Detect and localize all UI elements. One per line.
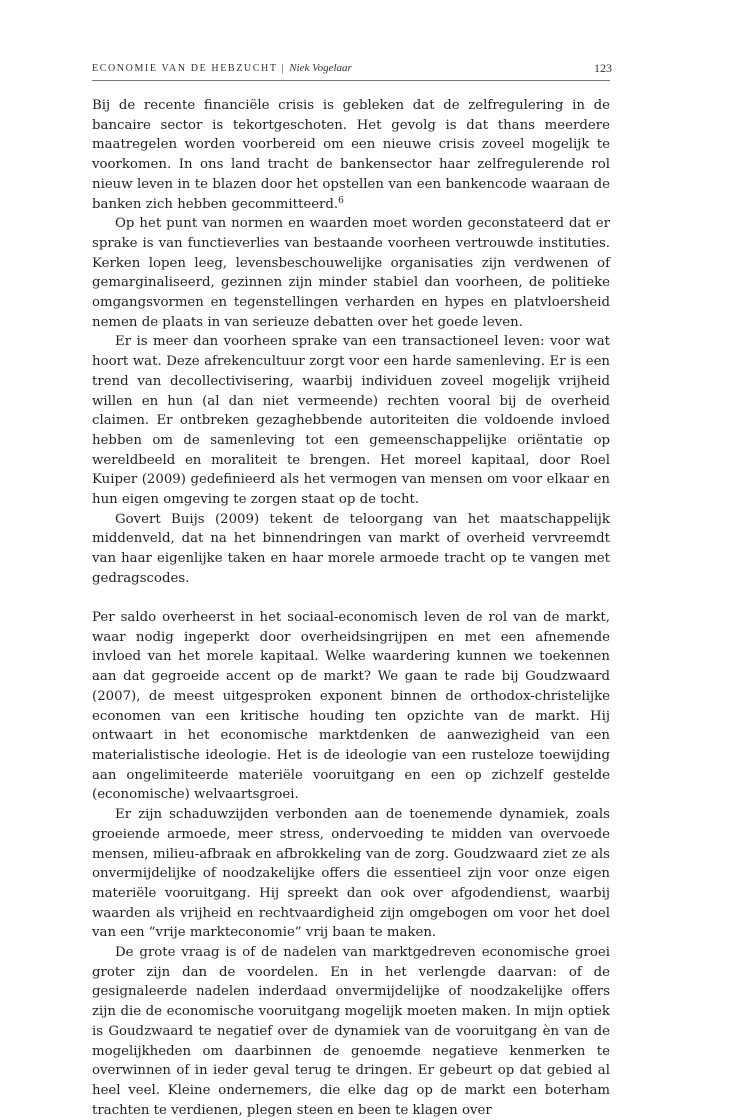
running-header xyxy=(92,60,612,80)
paragraph-7: De grote vraag is of de nadelen van marktgedreven economische groei groter zijn dan de voordelen. En in het verlengde daarvan: of de gesignaleerde nadelen inderdaad onvermijdelijke of noodzakelijke offers zijn die de economische vooruitgang mogelijk moeten maken. In mijn optiek is Goudzwaard te negatief over de dynamiek van de vooruitgang èn van de mogelijkheden om daarbinnen de genoemde negatieve kenmerken te overwinnen of in ieder geval terug te dringen. Er gebeurt op dat gebied al heel veel. Kleine ondernemers, die elke dag op de markt een boterham trachten te verdienen, plegen steen en been te klagen over xyxy=(92,945,610,1118)
page-number: 123 xyxy=(594,61,612,75)
paragraph-4: Govert Buijs (2009) tekent de teloorgang van het maatschappelijk middenveld, dat na het binnendringen van markt of overheid vervreemdt van haar eigenlijke taken en haar morele armoede tracht op te vangen met gedragscodes. xyxy=(92,511,610,586)
paragraph-1 xyxy=(92,96,610,214)
paragraph-5: Per saldo overheerst in het sociaal-economisch leven de rol van de markt, waar nodig ingeperkt door overheidsingrijpen en met een afnemende invloed van het morele kapitaal. Welke waardering kunnen we toekennen aan dat gegroeide accent op de markt? We gaan te rade bij Goudzwaard (2007), de meest uitgesproken exponent binnen de orthodox-christelijke economen van een kritische houding ten opzichte van de markt. Hij ontwaart in het economische marktdenken de aanwezigheid van een materialistische ideologie. Het is de ideologie van een rusteloze toewijding aan ongelimiteerde materiële vooruitgang en een op zichzelf gestelde (economische) welvaartsgroei. xyxy=(92,610,610,803)
paragraph-2: Op het punt van normen en waarden moet worden geconstateerd dat er sprake is van functieverlies van bestaande voorheen vertrouwde instituties. Kerken lopen leeg, levensbeschouwelijke organisaties zijn verdwenen of gemarginaliseerd, gezinnen zijn minder stabiel dan voorheen, de politieke omgangsvormen en tegenstellingen verharden en hypes en platvloersheid nemen de plaats in van serieuze debatten over het goede leven. xyxy=(92,216,610,330)
paragraph-1-text: Bij de recente financiële crisis is gebleken dat de zelfregulering in de bancaire sector is tekortgeschoten. Het gevolg is dat thans meerdere maatregelen worden voorbereid om een nieuwe crisis zoveel mogelijk te voorkomen. In ons land tracht de bankensector haar zelfregulerende rol nieuw leven in te blazen door het opstellen van een bankencode waaraan de banken zich hebben gecommitteerd. xyxy=(92,98,610,212)
paragraph-3: Er is meer dan voorheen sprake van een transactioneel leven: voor wat hoort wat. Deze afrekencultuur zorgt voor een harde samenleving. Er is een trend van decollectivisering, waarbij individuen zoveel mogelijk vrijheid willen en hun (al dan niet vermeende) rechten vooral bij de overheid claimen. Er ontbreken gezaghebbende autoriteiten die voldoende invloed hebben om de samenleving tot een gemeenschappelijke oriëntatie op wereldbeeld en moraliteit te brengen. Het moreel kapitaal, door Roel Kuiper (2009) gedefinieerd als het vermogen van mensen om voor elkaar en hun eigen omgeving te zorgen staat op de tocht. xyxy=(92,334,610,508)
running-header-left xyxy=(92,62,352,74)
header-rule xyxy=(92,80,610,81)
book-title: ECONOMIE VAN DE HEBZUCHT xyxy=(92,63,278,74)
body-text xyxy=(92,96,610,1120)
paragraph-6: Er zijn schaduwzijden verbonden aan de toenemende dynamiek, zoals groeiende armoede, meer stress, ondervoeding te midden van overvoede mensen, milieu-afbraak en afbrokkeling van de zorg. Goudzwaard ziet ze als onvermijdelijke of noodzakelijke offers die essentieel zijn voor onze eigen materiële vooruitgang. Hij spreekt dan ook over afgodendienst, waarbij waarden als vrijheid en rechtvaardigheid zijn omgebogen om voor het doel van een “vrije markteconomie” vrij baan te maken. xyxy=(92,807,610,941)
header-separator: | xyxy=(281,63,286,74)
footnote-marker[interactable]: 6 xyxy=(338,195,344,206)
author-name: Niek Vogelaar xyxy=(289,62,352,74)
